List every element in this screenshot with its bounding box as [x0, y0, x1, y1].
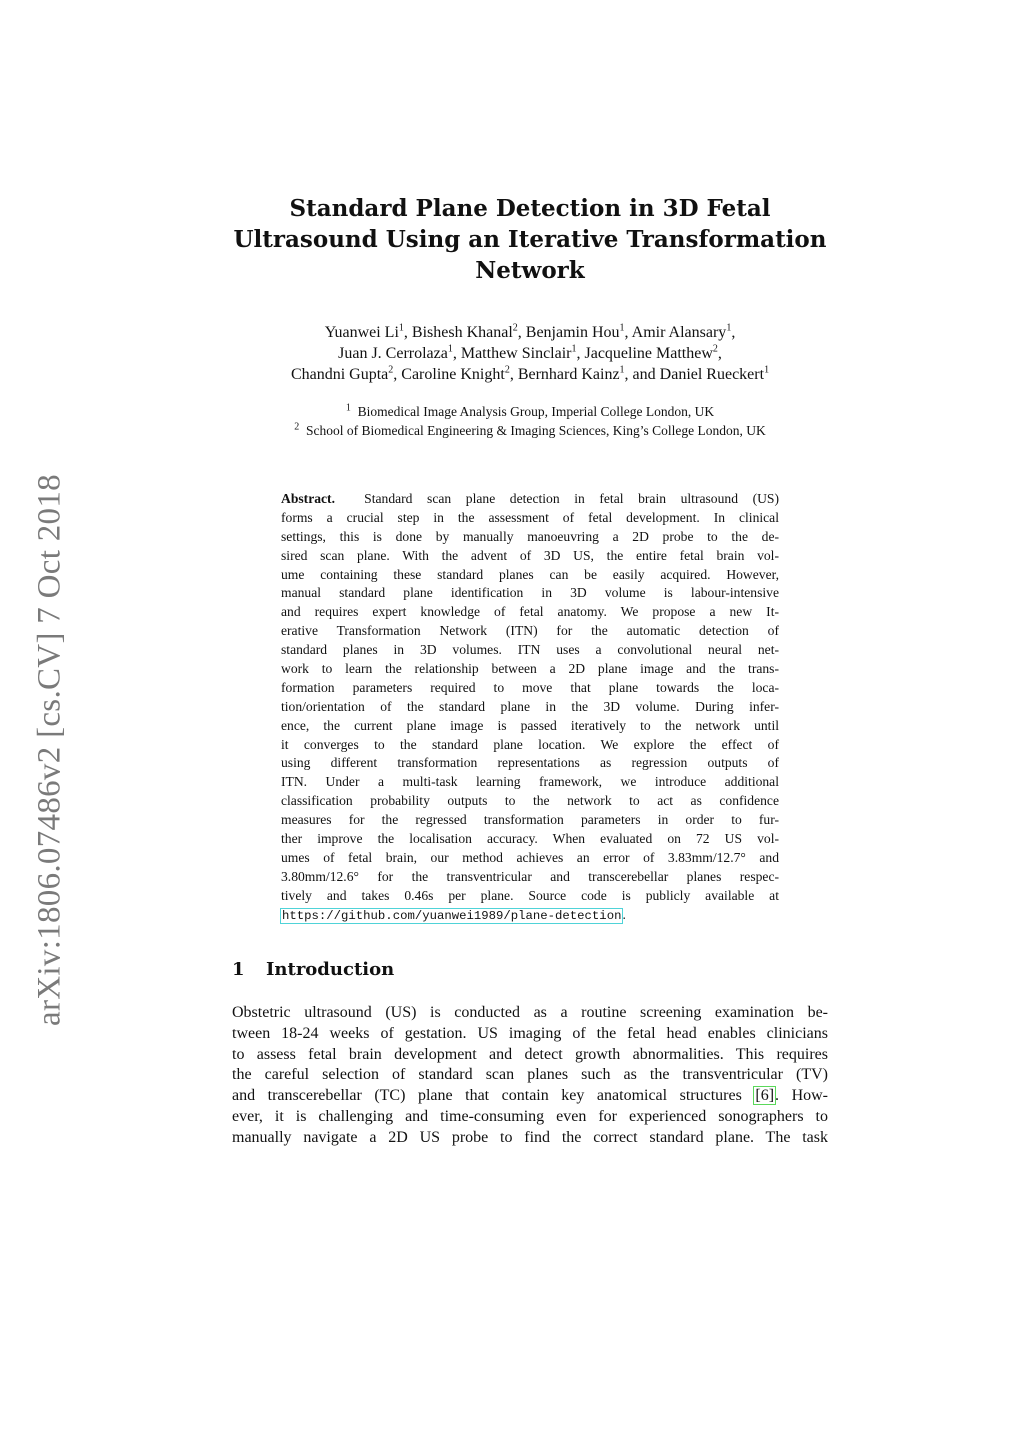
abstract-line: ther improve the localisation accuracy. When evaluated on 72 US vol-: [281, 831, 779, 847]
author-affiliation-mark: 2: [712, 343, 718, 355]
abstract-text: Standard scan plane detection in fetal brain ultrasound (US): [364, 491, 779, 506]
introduction-paragraph: [232, 1003, 828, 1149]
author-separator: ,: [717, 345, 722, 362]
abstract-line: work to learn the relationship between a 2D plane image and the trans-: [281, 661, 779, 677]
abstract-line: sired scan plane. With the advent of 3D US, the entire fetal brain vol-: [281, 547, 779, 563]
body-line: Obstetric ultrasound (US) is conducted as a routine screening examination be-: [232, 1004, 828, 1021]
author-separator: ,: [509, 366, 518, 383]
author-line: [232, 364, 828, 385]
affiliation-item: [232, 402, 828, 421]
abstract-heading: Abstract.: [281, 491, 335, 506]
author-name: Yuanwei Li: [324, 324, 399, 341]
abstract-line: and requires expert knowledge of fetal anatomy. We propose a new It-: [281, 604, 779, 620]
title-line-3: Network: [475, 257, 585, 284]
author-affiliation-mark: 1: [447, 343, 453, 355]
author-separator: ,: [576, 345, 585, 362]
abstract-line: [281, 490, 779, 509]
abstract-line: ence, the current plane image is passed iteratively to the network until: [281, 717, 779, 733]
author-name: Caroline Knight: [401, 366, 505, 383]
abstract-line: erative Transformation Network (ITN) for the automatic detection of: [281, 623, 779, 639]
author-separator: ,: [403, 324, 412, 341]
citation-link[interactable]: [6]: [755, 1087, 775, 1105]
author-separator: ,: [624, 324, 632, 341]
abstract-line: measures for the regressed transformation parameters in order to fur-: [281, 812, 779, 828]
author-list: [232, 322, 828, 385]
author-name: Daniel Rueckert: [659, 366, 765, 383]
author-separator: , and: [624, 366, 660, 383]
abstract-line: it converges to the standard plane location. We explore the effect of: [281, 736, 779, 752]
author-affiliation-mark: 2: [512, 322, 518, 334]
abstract-line: tively and takes 0.46s per plane. Source code is publicly available at: [281, 887, 779, 903]
author-name: Amir Alansary: [631, 324, 727, 341]
author-line: [232, 343, 828, 364]
abstract-line: ume containing these standard planes can be easily acquired. However,: [281, 566, 779, 582]
body-line: tween 18-24 weeks of gestation. US imaging of the fetal head enables clinicians: [232, 1024, 828, 1042]
abstract-text: .: [622, 906, 626, 922]
abstract-line: umes of fetal brain, our method achieves an error of 3.83mm/12.7° and: [281, 849, 779, 865]
abstract-line: 3.80mm/12.6° for the transventricular and transcerebellar planes respec-: [281, 868, 779, 884]
author-affiliation-mark: 1: [764, 364, 770, 376]
author-separator: ,: [393, 366, 402, 383]
author-line: [232, 322, 828, 343]
abstract-line: settings, this is done by manually manoeuvring a 2D probe to the de-: [281, 528, 779, 544]
source-code-link[interactable]: https://github.com/yuanwei1989/plane-detection: [282, 908, 622, 923]
author-affiliation-mark: 2: [504, 364, 510, 376]
affiliation-mark: 2: [294, 421, 300, 433]
author-affiliation-mark: 1: [398, 322, 404, 334]
affiliation-mark: 1: [345, 402, 351, 414]
abstract-line: standard planes in 3D volumes. ITN uses a convolutional neural net-: [281, 642, 779, 658]
author-name: Bishesh Khanal: [411, 324, 513, 341]
body-line: [232, 1086, 828, 1107]
abstract: [281, 490, 779, 924]
title-line-1: Standard Plane Detection in 3D Fetal: [289, 195, 771, 222]
author-affiliation-mark: 1: [619, 322, 625, 334]
body-line: ever, it is challenging and time-consuming even for experienced sonographers to: [232, 1107, 828, 1125]
title-line-2: Ultrasound Using an Iterative Transformation: [233, 226, 827, 253]
arxiv-sidebar-stamp: [28, 460, 72, 1040]
author-name: Chandni Gupta: [290, 366, 389, 383]
abstract-line: formation parameters required to move that plane towards the loca-: [281, 679, 779, 695]
body-line: manually navigate a 2D US probe to find the correct standard plane. The task: [232, 1128, 828, 1146]
arxiv-identifier: arXiv:1806.07486v2 [cs.CV] 7 Oct 2018: [31, 474, 68, 1026]
author-affiliation-mark: 1: [726, 322, 732, 334]
section-number: 1: [232, 959, 245, 980]
section-heading: [232, 958, 828, 982]
affiliation-text: School of Biomedical Engineering & Imaging Sciences, King’s College London, UK: [306, 423, 766, 438]
author-separator: ,: [731, 324, 736, 341]
author-separator: ,: [517, 324, 526, 341]
paper-title: [232, 193, 828, 286]
abstract-line: ITN. Under a multi-task learning framework, we introduce additional: [281, 774, 779, 790]
abstract-line: classification probability outputs to the network to act as confidence: [281, 793, 779, 809]
author-separator: ,: [452, 345, 461, 362]
author-affiliation-mark: 1: [619, 364, 625, 376]
abstract-line: forms a crucial step in the assessment of fetal development. In clinical: [281, 509, 779, 525]
author-affiliation-mark: 1: [571, 343, 577, 355]
author-name: Benjamin Hou: [525, 324, 620, 341]
body-text: . How-: [775, 1087, 828, 1105]
affiliation-item: [232, 421, 828, 440]
abstract-line: [281, 906, 779, 925]
body-text: and transcerebellar (TC) plane that contain key anatomical structures: [232, 1087, 755, 1105]
author-name: Bernhard Kainz: [517, 366, 620, 383]
body-line: to assess fetal brain development and detect growth abnormalities. This requires: [232, 1045, 828, 1063]
author-name: Juan J. Cerrolaza: [338, 345, 448, 362]
affiliation-text: Biomedical Image Analysis Group, Imperial College London, UK: [357, 404, 715, 419]
section-title: Introduction: [266, 959, 395, 980]
abstract-line: manual standard plane identification in 3D volume is labour-intensive: [281, 585, 779, 601]
abstract-line: using different transformation representations as regression outputs of: [281, 755, 779, 771]
abstract-line: tion/orientation of the standard plane in the 3D volume. During infer-: [281, 698, 779, 714]
author-name: Matthew Sinclair: [460, 345, 572, 362]
affiliation-list: [232, 402, 828, 440]
author-affiliation-mark: 2: [388, 364, 394, 376]
author-name: Jacqueline Matthew: [584, 345, 713, 362]
body-line: the careful selection of standard scan planes such as the transventricular (TV): [232, 1066, 828, 1084]
